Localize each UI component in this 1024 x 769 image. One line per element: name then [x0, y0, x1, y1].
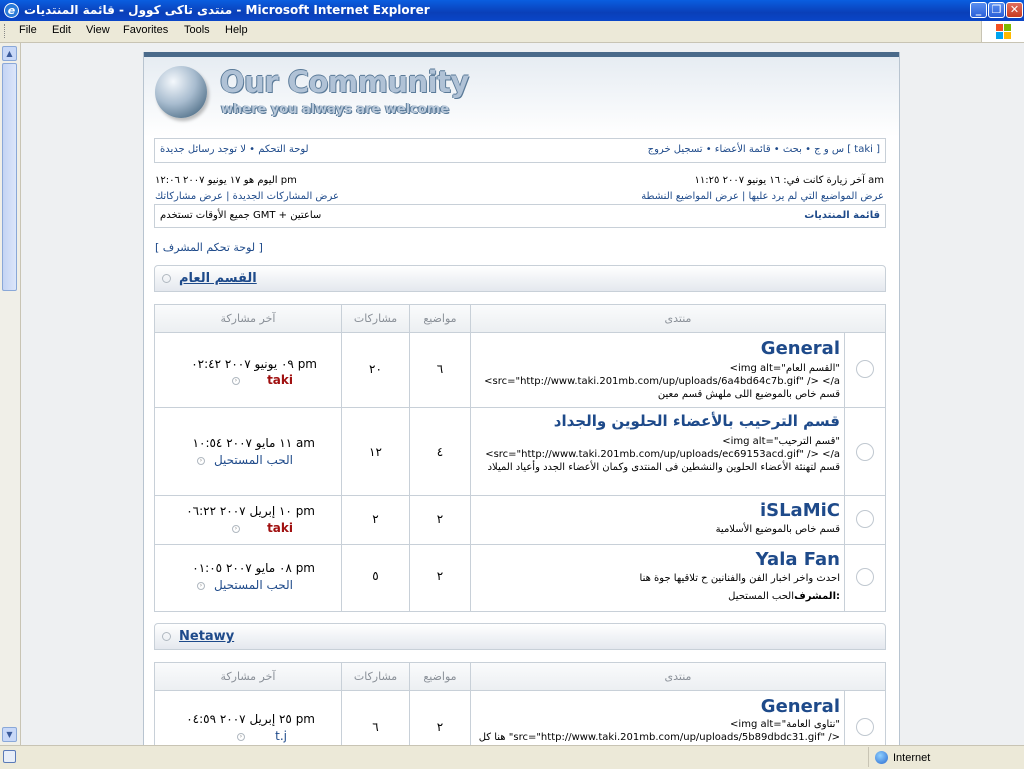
- forum-table: [154, 662, 886, 745]
- view-latest-post-icon[interactable]: ›: [237, 733, 245, 741]
- globe-logo-icon: [155, 66, 207, 118]
- category-collapse-icon[interactable]: [162, 632, 171, 641]
- last-post-date: ١٠ إبريل ٢٠٠٧ ٠٦:٢٢ pm: [186, 504, 315, 518]
- table-header: [155, 663, 885, 691]
- topics-count: ٢: [436, 512, 444, 526]
- category-header: [154, 265, 886, 292]
- header-last-post: آخر مشاركة: [220, 670, 276, 683]
- header-posts: مشاركات: [353, 670, 398, 683]
- timezone-note: جميع الأوقات تستخدم GMT + ساعتين: [160, 210, 322, 221]
- close-button[interactable]: ✕: [1006, 2, 1023, 18]
- last-post-user[interactable]: الحب المستحيل: [213, 578, 293, 592]
- view-latest-post-icon[interactable]: ›: [197, 457, 205, 465]
- scroll-up-arrow-icon[interactable]: ▲: [2, 46, 17, 61]
- admin-panel-link[interactable]: [ لوحة تحكم المشرف ]: [155, 241, 263, 254]
- view-latest-post-icon[interactable]: ›: [232, 377, 240, 385]
- header-forum: منتدى: [664, 312, 692, 325]
- toolbar-grip[interactable]: [4, 24, 7, 38]
- forum-row[interactable]: قسم الترحيب بالأعضاء الحلوين والجداد <img alt="قسم الترحيب" <src="http://www.taki.201mb.com/up/uploads/ec69153acd.gif" /> </a قسم لتهنئة الأعضاء الحلوين والنشطين فى المنتدى وكمان الأعضاء الجدد وأعياد الميلاد ٤ ١٢ ١١ مايو ٢٠٠٧ ١٠:٥٤ am الحب المستحيل ›: [155, 407, 885, 496]
- table-header: [155, 305, 885, 333]
- header-topics: مواضيع: [423, 312, 457, 325]
- topics-count: ٤: [436, 445, 444, 459]
- control-panel-link[interactable]: لوحة التحكم • لا توجد رسائل جديدة: [160, 144, 309, 155]
- view-latest-post-icon[interactable]: ›: [232, 525, 240, 533]
- menu-favorites[interactable]: Favorites: [123, 24, 169, 36]
- forum-status-icon: [856, 360, 874, 378]
- menu-bar: [0, 21, 1024, 43]
- view-latest-post-icon[interactable]: ›: [197, 582, 205, 590]
- forum-index-bar: [154, 204, 886, 228]
- scroll-thumb[interactable]: [2, 63, 17, 291]
- topics-count: ٦: [436, 362, 444, 376]
- category-title[interactable]: القسم العام: [179, 271, 257, 286]
- user-nav-bar: [154, 138, 886, 163]
- last-post-user[interactable]: taki: [267, 521, 293, 535]
- maximize-button[interactable]: ❐: [988, 2, 1005, 18]
- topics-count: ٢: [436, 720, 444, 734]
- site-subtitle: where you always are welcome: [221, 102, 450, 117]
- forum-name[interactable]: iSLaMiC: [759, 500, 840, 521]
- menu-help[interactable]: Help: [225, 24, 248, 36]
- category-header: [154, 623, 886, 650]
- forum-status-icon: [856, 718, 874, 736]
- posts-count: ٦: [372, 720, 379, 734]
- forum-page: [143, 52, 900, 745]
- page-status-icon: [3, 750, 16, 763]
- header-forum: منتدى: [664, 670, 692, 683]
- header-topics: مواضيع: [423, 670, 457, 683]
- zone-label: Internet: [893, 752, 931, 764]
- header-posts: مشاركات: [353, 312, 398, 325]
- new-posts-links[interactable]: عرض المشاركات الجديدة | عرض مشاركاتك: [155, 191, 340, 202]
- forum-status-icon: [856, 443, 874, 461]
- posts-count: ١٢: [369, 445, 382, 459]
- forum-name[interactable]: Yala Fan: [755, 549, 840, 570]
- status-bar: [0, 745, 1024, 769]
- window-title: منتدى تاكى كوول - قائمة المنتديات - Microsoft Internet Explorer: [24, 3, 430, 17]
- topics-count: ٢: [436, 569, 444, 583]
- moderator-link[interactable]: الحب المستحيل: [728, 591, 794, 602]
- forum-row[interactable]: Yala Fan احدث واخر اخبار الفن والفنانين ح تلاقيها جوة هنا المشرف: الحب المستحيل ٢ ٥ ٠٨ مايو ٢٠٠٧ ٠١:٠٥ pm الحب المستحيل ›: [155, 544, 885, 610]
- last-post-date: ٠٨ مايو ٢٠٠٧ ٠١:٠٥ pm: [192, 561, 315, 575]
- last-post-date: ١١ مايو ٢٠٠٧ ١٠:٥٤ am: [192, 436, 315, 450]
- security-zone[interactable]: [868, 747, 1019, 767]
- forum-status-icon: [856, 510, 874, 528]
- category-collapse-icon[interactable]: [162, 274, 171, 283]
- internet-globe-icon: [875, 751, 888, 764]
- last-post-user[interactable]: الحب المستحيل: [213, 453, 293, 467]
- last-visit: آخر زيارة كانت في: ١٦ يونيو ٢٠٠٧ ١١:٢٥ am: [694, 175, 884, 186]
- posts-count: ٢٠: [369, 362, 382, 376]
- forum-row[interactable]: General <img alt="نتاوى العامة" هنا كل "src="http://www.taki.201mb.com/up/uploads/5b89dbdc31.gif" /> ٢ ٦ ٢٥ إبريل ٢٠٠٧ ٠٤:٥٩ pm t.j ›: [155, 690, 885, 745]
- last-post-date: ٢٥ إبريل ٢٠٠٧ ٠٤:٥٩ pm: [186, 712, 315, 726]
- posts-count: ٥: [372, 569, 379, 583]
- header-last-post: آخر مشاركة: [220, 312, 276, 325]
- ie-icon: e: [4, 3, 19, 18]
- menu-edit[interactable]: Edit: [52, 24, 71, 36]
- last-post-date: ٠٩ يونيو ٢٠٠٧ ٠٢:٤٢ pm: [191, 357, 317, 371]
- site-title[interactable]: Our Community: [220, 65, 469, 99]
- category-title[interactable]: Netawy: [179, 629, 235, 644]
- moderator-label: المشرف:: [794, 591, 840, 602]
- vertical-scrollbar[interactable]: [0, 43, 21, 745]
- forum-row[interactable]: General <img alt="القسم العام" <src="http://www.taki.201mb.com/up/uploads/6a4bd64c7b.gif" /> </a قسم خاص بالموضيع اللى ملهش قسم معين ٦ ٢٠ ٠٩ يونيو ٢٠٠٧ ٠٢:٤٢ pm taki ›: [155, 332, 885, 408]
- browser-viewport: [21, 43, 1024, 745]
- user-menu-links[interactable]: س و ج • بحث • قائمة الأعضاء • تسجيل خروج [ taki ]: [647, 144, 880, 155]
- last-post-user[interactable]: t.j: [275, 729, 287, 743]
- minimize-button[interactable]: _: [970, 2, 987, 18]
- forum-name[interactable]: General: [760, 338, 840, 359]
- posts-count: ٢: [372, 512, 379, 526]
- forum-row[interactable]: iSLaMiC قسم خاص بالموضيع الأسلامية ٢ ٢ ١٠ إبريل ٢٠٠٧ ٠٦:٢٢ pm taki ›: [155, 495, 885, 545]
- scroll-down-arrow-icon[interactable]: ▼: [2, 727, 17, 742]
- window-title-bar[interactable]: [0, 0, 1024, 21]
- forum-table: [154, 304, 886, 612]
- last-post-user[interactable]: taki: [267, 373, 293, 387]
- forum-index-link[interactable]: قائمة المنتديات: [804, 210, 880, 221]
- unanswered-active-links[interactable]: عرض المواضيع التي لم يرد عليها | عرض المواضيع النشطة: [641, 191, 884, 202]
- forum-status-icon: [856, 568, 874, 586]
- windows-logo-icon: [981, 21, 1024, 42]
- current-time: اليوم هو ١٧ يونيو ٢٠٠٧ ١٢:٠٦ pm: [155, 175, 297, 186]
- menu-file[interactable]: File: [19, 24, 37, 36]
- forum-name[interactable]: General: [760, 696, 840, 717]
- menu-view[interactable]: View: [86, 24, 110, 36]
- forum-name[interactable]: قسم الترحيب بالأعضاء الحلوين والجداد: [553, 412, 840, 430]
- menu-tools[interactable]: Tools: [184, 24, 210, 36]
